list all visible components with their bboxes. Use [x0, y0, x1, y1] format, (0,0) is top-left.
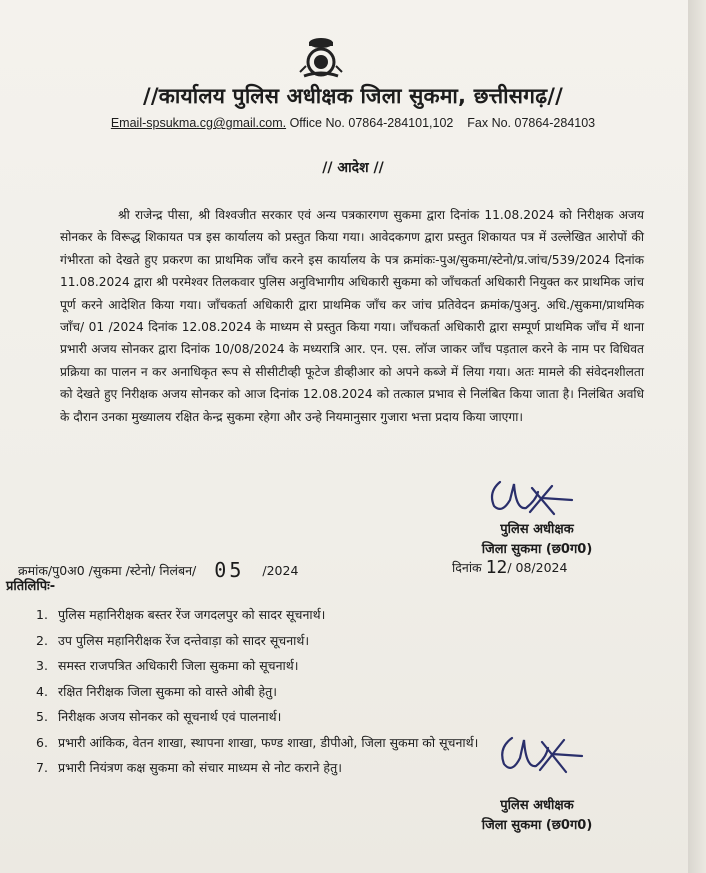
signature-1 [480, 470, 590, 520]
signatory-2-district: जिला सुकमा (छ0ग0) [481, 818, 593, 833]
office-number: Office No. 07864-284101,102 [289, 116, 454, 130]
date-line [452, 556, 567, 577]
email-link[interactable]: Email-spsukma.cg@gmail.com. [110, 116, 287, 130]
signatory-1-designation: पुलिस अधीक्षक [500, 522, 574, 537]
list-item: 5. निरीक्षक अजय सोनकर को सूचनार्थ एवं पालनार्थ। [36, 709, 282, 724]
list-item: 4. रक्षित निरीक्षक जिला सुकमा को वास्ते ओबी हेतु। [36, 683, 278, 699]
date-day: 12 [485, 557, 508, 578]
reference-year: /2024 [262, 563, 299, 578]
list-item: 7. प्रभारी नियंत्रण कक्ष सुकमा को संचार माध्यम से नोट कराने हेतु। [36, 760, 342, 775]
signature-2 [486, 722, 596, 782]
office-title: //कार्यालय पुलिस अधीक्षक जिला सुकमा, छत्तीसगढ़// [143, 84, 563, 108]
list-item: 1. पुलिस महानिरीक्षक बस्तर रेंज जगदलपुर को सादर सूचनार्थ। [36, 607, 326, 622]
fax-number: Fax No. 07864-284103 [467, 116, 596, 130]
copy-label: प्रतिलिपिः- [6, 579, 56, 594]
signatory-1-district: जिला सुकमा (छ0ग0) [481, 542, 593, 557]
order-heading: // आदेश // [322, 160, 384, 176]
reference-line [18, 556, 298, 580]
signatory-2-designation: पुलिस अधीक्षक [500, 798, 574, 813]
list-item: 2. उप पुलिस महानिरीक्षक रेंज दन्तेवाड़ा को सादर सूचनार्थ। [36, 632, 310, 648]
signatory-2-block [452, 796, 622, 836]
list-item: 3. समस्त राजपत्रित अधिकारी जिला सुकमा को सूचनार्थ। [36, 658, 299, 673]
reference-number: 05 [214, 558, 245, 582]
reference-prefix: क्रमांक/पु0अ0 /सुकमा /स्टेनो/ निलंबन/ [18, 563, 197, 578]
list-item: 6. प्रभारी आंकिक, वेतन शाखा, स्थापना शाखा, फण्ड शाखा, डीपीओ, जिला सुकमा को सूचनार्थ। [36, 734, 479, 750]
contact-line [0, 116, 706, 130]
order-body: श्री राजेन्द्र पीसा, श्री विश्वजीत सरकार एवं अन्य पत्रकारगण सुकमा द्वारा दिनांक 11.08.2024 को निरीक्षक अजय सोनकर के विरूद्ध शिकायत पत्र इस कार्यालय को प्रस्तुत किया गया। आवेदकगण द्वारा प्रस्तुत शिकायत पत्र में उल्लेखित आरोपों की गंभीरता को देखते हुए प्रकरण का प्राथमिक जाँच करने इस कार्यालय के पत्र क्रमांकः-पुअ/सुकमा/स्टेनो/प्र.जांच/539/2024 दिनांक 11.08.2024 द्वारा श्री परमेश्वर तिलकवार पुलिस अनुविभागीय अधिकारी सुकमा को जाँचकर्ता अधिकारी नियुक्त कर प्राथमिक जांच पूर्ण करने आदेशित किया गया। जाँचकर्ता अधिकारी द्वारा प्राथमिक जाँच कर जांच प्रतिवेदन क्रमांक/पुअनु. अधि./सुकमा/प्राथमिक जाँच/ 01 /2024 दिनांक 12.08.2024 के माध्यम से प्रस्तुत किया गया। जाँचकर्ता अधिकारी द्वारा सम्पूर्ण प्राथमिक जाँच में थाना प्रभारी अजय सोनकर द्वारा दिनांक 10/08/2024 के मध्यरात्रि आर. एन. एस. लॉज जाकर जाँच पड़ताल करने के नाम पर विधिवत प्रक्रिया का पालन न कर अनाधिकृत रूप से सीसीटीव्ही फूटेज डीव्हीआर को अपने कब्जे में लिया गया। अतः मामले की संवेदनशीलता को देखते हुए निरीक्षक अजय सोनकर को आज दिनांक 12.08.2024 को तत्काल प्रभाव से निलंबित किया जाता है। निलंबित अवधि के दौरान उनका मुख्यालय रक्षित केन्द्र सुकमा रहेगा और उन्हे नियमानुसार गुजारा भत्ता प्रदाय किया जाएगा। [60, 208, 644, 424]
signatory-1-block [452, 520, 622, 560]
date-rest: / 08/2024 [507, 560, 568, 575]
date-prefix: दिनांक [452, 560, 482, 575]
police-emblem-icon [296, 36, 346, 80]
page-edge [688, 0, 706, 873]
